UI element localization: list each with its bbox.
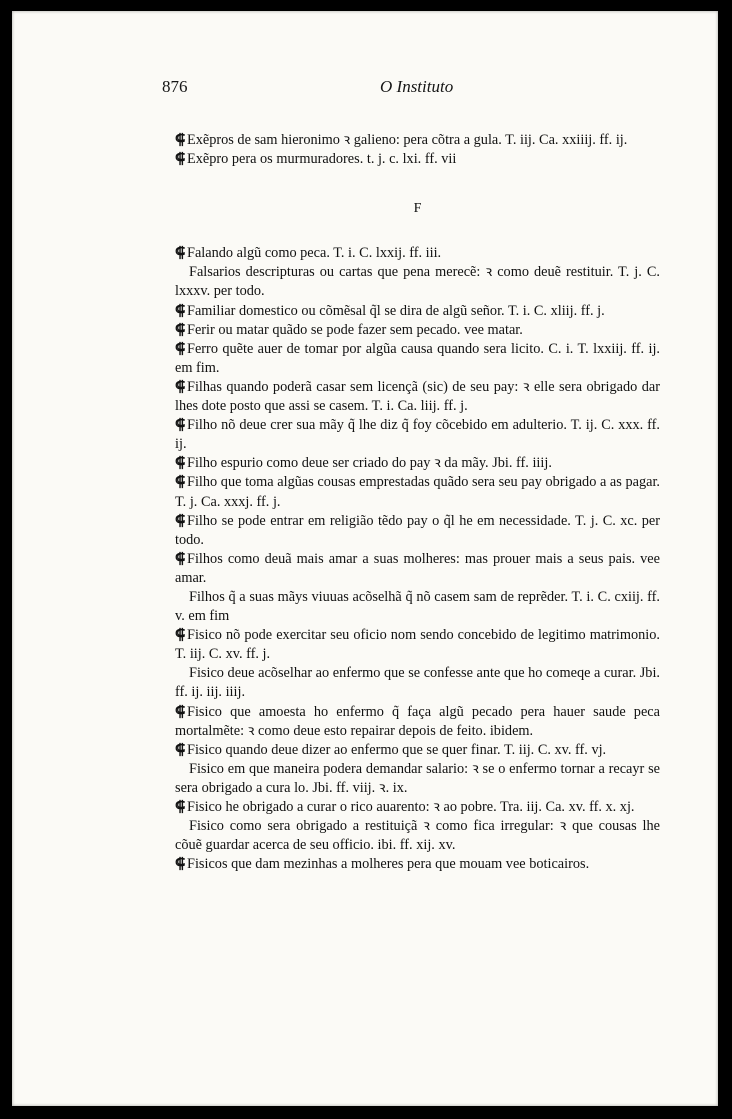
index-entry (175, 817, 660, 855)
index-entry (175, 263, 660, 301)
entry-text: Filho se pode entrar em religião tẽdo pay o q̃l he em necessidade. T. j. C. xc. per todo. (175, 512, 660, 548)
index-entry (175, 131, 660, 150)
entry-text: Fisico nõ pode exercitar seu oficio nom sendo concebido de legitimo matrimonio. T. iij. C. xv. ff. j. (175, 627, 660, 663)
index-entry (175, 664, 660, 702)
pilcrow-icon: ⸿ (175, 703, 186, 720)
entry-text: Filho nõ deue crer sua mãy q̃ lhe diz q̃ foy cõcebido em adulterio. T. ij. C. xxx. ff. ij. (175, 417, 660, 453)
pilcrow-icon: ⸿ (175, 378, 186, 395)
entry-text: Exẽpro pera os murmuradores. t. j. c. lxi. ff. vii (187, 151, 457, 168)
index-entry (175, 741, 660, 760)
pilcrow-icon: ⸿ (175, 856, 186, 873)
pilcrow-icon: ⸿ (175, 340, 186, 357)
index-entry (175, 760, 660, 798)
entry-text: Fisico em que maneira podera demandar salario: ꝛ se o enfermo tornar a recayr se sera obrigado a cura lo. Jbi. ff. viij. ꝛ. ix. (175, 760, 660, 796)
index-entry (175, 855, 660, 874)
entry-text: Familiar domestico ou cõmẽsal q̃l se dira de algũ señor. T. i. C. xliij. ff. j. (187, 302, 605, 319)
entry-text: Ferir ou matar quãdo se pode fazer sem pecado. vee matar. (187, 321, 523, 338)
pilcrow-icon: ⸿ (175, 512, 186, 529)
index-entry (175, 626, 660, 664)
index-entry (175, 588, 660, 626)
index-entry (175, 473, 660, 511)
entry-text: Filhos q̃ a suas mãys viuuas acõselhã q̃ nõ casem sam de reprẽder. T. i. C. cxiij. ff. v. em fim (175, 588, 660, 625)
index-text (175, 131, 660, 874)
index-entry (175, 244, 660, 263)
document-page (12, 11, 718, 1106)
index-entry (175, 416, 660, 454)
pilcrow-icon: ⸿ (175, 455, 186, 472)
entries-section-f (175, 244, 660, 874)
pilcrow-icon: ⸿ (175, 245, 186, 262)
pilcrow-icon: ⸿ (175, 799, 186, 815)
pilcrow-icon: ⸿ (175, 417, 186, 434)
page-header (162, 77, 662, 103)
entries-top (175, 131, 660, 169)
entry-text: Ferro quẽte auer de tomar por algũa causa quando sera licito. C. i. T. lxxiij. ff. ij. em fim. (175, 340, 660, 376)
index-entry (175, 512, 660, 550)
entry-text: Filho espurio como deue ser criado do pay ꝛ da mãy. Jbi. ff. iiij. (187, 455, 552, 472)
pilcrow-icon: ⸿ (175, 321, 186, 338)
index-entry (175, 378, 660, 416)
pilcrow-icon: ⸿ (175, 151, 186, 168)
entry-text: Falsarios descripturas ou cartas que pena merecẽ: ꝛ como deuẽ restituir. T. j. C. lxxxv. per todo. (175, 264, 660, 300)
entry-text: Fisico que amoesta ho enfermo q̃ faça algũ pecado pera hauer saude peca mortalmẽte: ꝛ como deue esto repairar depois de feito. ibidem. (175, 703, 660, 739)
pilcrow-icon: ⸿ (175, 132, 186, 148)
index-entry (175, 454, 660, 473)
running-title: O Instituto (380, 77, 454, 96)
entry-text: Falando algũ como peca. T. i. C. lxxij. ff. iii. (187, 245, 442, 262)
entry-text: Filhos como deuã mais amar a suas molheres: mas prouer mais a seus pais. vee amar. (175, 550, 660, 586)
entry-text: Fisico quando deue dizer ao enfermo que se quer finar. T. iij. C. xv. ff. vj. (187, 741, 607, 758)
entry-text: Fisico como sera obrigado a restituiçã ꝛ como fica irregular: ꝛ que cousas lhe cõuẽ guardar acerca de seu officio. ibi. ff. xij. xv. (175, 818, 660, 854)
pilcrow-icon: ⸿ (175, 741, 186, 758)
pilcrow-icon: ⸿ (175, 627, 186, 644)
page-number: 876 (162, 77, 188, 96)
pilcrow-icon: ⸿ (175, 550, 186, 567)
pilcrow-icon: ⸿ (175, 474, 186, 491)
entry-text: Exẽpros de sam hieronimo ꝛ galieno: pera cõtra a gula. T. iij. Ca. xxiiij. ff. ij. (187, 132, 628, 148)
index-entry (175, 150, 660, 169)
entry-text: Fisico he obrigado a curar o rico auarento: ꝛ ao pobre. Tra. iij. Ca. xv. ff. x. xj. (187, 799, 635, 815)
entry-text: Fisicos que dam mezinhas a molheres pera que mouam vee boticairos. (187, 856, 590, 873)
index-entry (175, 321, 660, 340)
entry-text: Fisico deue acõselhar ao enfermo que se confesse ante que ho comeqe a curar. Jbi. ff. ij. iij. iiij. (175, 665, 660, 701)
index-entry (175, 798, 660, 817)
section-letter: F (413, 201, 422, 217)
index-entry (175, 550, 660, 588)
entry-text: Filhas quando poderã casar sem licençã (sic) de seu pay: ꝛ elle sera obrigado dar lhes dote posto que assi se casem. T. i. Ca. liij. ff. j. (175, 378, 660, 415)
index-entry (175, 703, 660, 741)
pilcrow-icon: ⸿ (175, 302, 186, 319)
index-entry (175, 302, 660, 321)
index-entry (175, 340, 660, 378)
entry-text: Filho que toma algũas cousas emprestadas quãdo sera seu pay obrigado a as pagar. T. j. Ca. xxxj. ff. j. (175, 474, 660, 510)
